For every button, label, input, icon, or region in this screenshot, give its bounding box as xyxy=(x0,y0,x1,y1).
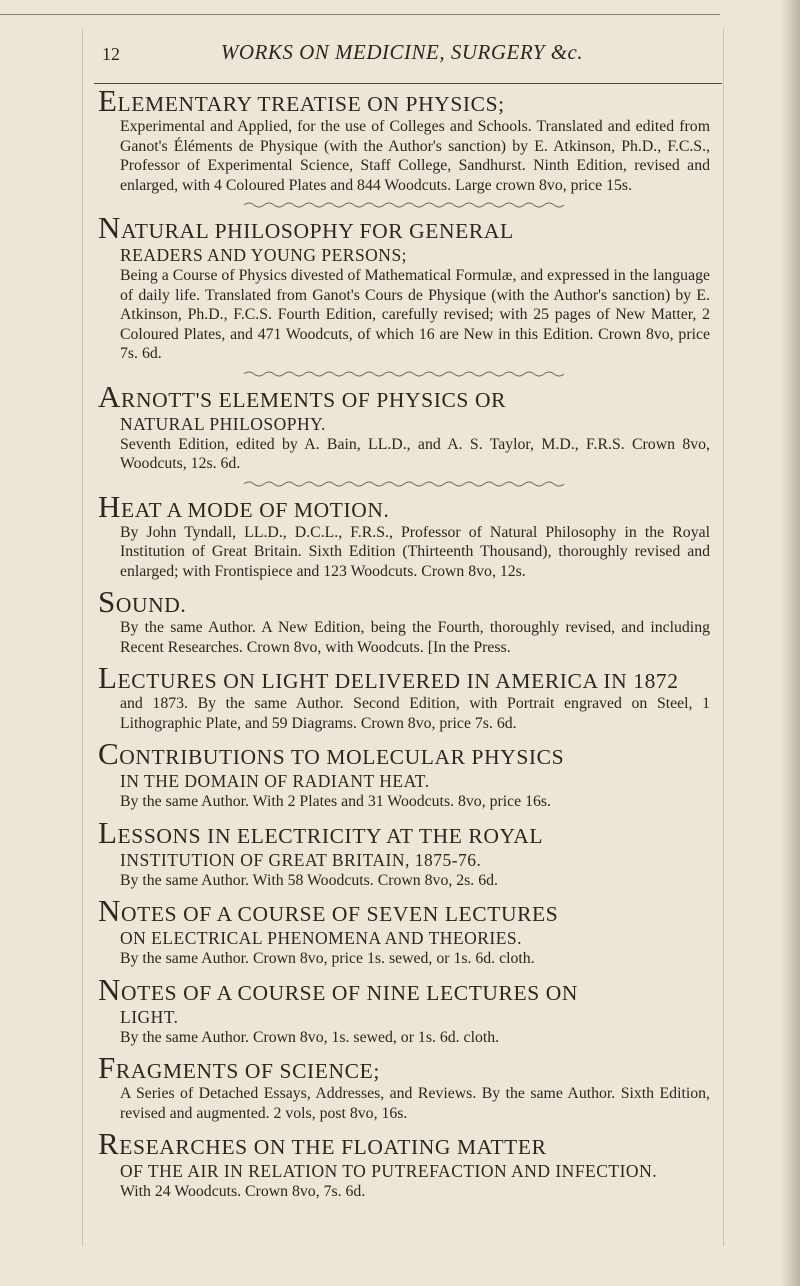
title-initial: A xyxy=(98,378,121,414)
book-subtitle: NATURAL PHILOSOPHY. xyxy=(120,413,326,434)
title-rest: RAGMENTS OF SCIENCE; xyxy=(115,1059,380,1083)
book-title xyxy=(98,1126,710,1161)
title-initial: F xyxy=(98,1050,116,1085)
title-initial: H xyxy=(98,488,121,524)
book-subtitle: IN THE DOMAIN OF RADIANT HEAT. xyxy=(120,771,430,791)
book-title xyxy=(98,1050,710,1085)
book-entry-molecular-physics xyxy=(98,736,710,812)
book-list xyxy=(98,83,710,1202)
book-description: By the same Author. With 58 Woodcuts. Crown 8vo, 2s. 6d. xyxy=(120,871,498,889)
book-description: and 1873. By the same Author. Second Edition, with Portrait engraved on Steel, 1 Lithographic Plate, and 59 Diagrams. Crown 8vo, price 7s. 6d. xyxy=(120,695,710,732)
book-description: With 24 Woodcuts. Crown 8vo, 7s. 6d. xyxy=(120,1183,366,1200)
title-initial: L xyxy=(98,814,118,850)
title-initial: R xyxy=(98,1126,120,1161)
book-subtitle: ON ELECTRICAL PHENOMENA AND THEORIES. xyxy=(120,928,523,948)
book-entry-heat-mode-of-motion xyxy=(98,488,710,582)
page-number: 12 xyxy=(102,44,120,64)
book-description: Experimental and Applied, for the use of Colleges and Schools. Translated and edited from Ganot's Éléments de Physique (with the Author's sanction) by E. Atkinson, Ph.D., F.C.S., Professor of Experimental Science, Staff College, Sandhurst. Ninth Edition, revised and enlarged, with 4 Coloured Plates and 844 Woodcuts. Large crown 8vo, price 15s. xyxy=(120,118,710,194)
title-rest: ONTRIBUTIONS TO MOLECULAR PHYSICS xyxy=(119,745,565,769)
book-title xyxy=(98,83,710,118)
book-entry-natural-philosophy xyxy=(98,210,710,364)
page-header xyxy=(82,36,722,76)
book-description: By John Tyndall, LL.D., D.C.L., F.R.S., Professor of Natural Philosophy in the Royal Institution of Great Britain. Sixth Edition (Thirteenth Thousand), thoroughly revised and enlarged; with Frontispiece and 123 Woodcuts. Crown 8vo, 12s. xyxy=(120,523,710,580)
wavy-separator xyxy=(244,201,564,209)
title-rest: ESEARCHES ON THE FLOATING MATTER xyxy=(119,1135,547,1159)
book-subtitle: INSTITUTION OF GREAT BRITAIN, 1875-76. xyxy=(120,849,482,870)
book-description: By the same Author. With 2 Plates and 31 Woodcuts. 8vo, price 16s. xyxy=(120,793,552,810)
book-title xyxy=(98,488,710,524)
book-title xyxy=(98,378,710,414)
book-entry-arnotts-elements xyxy=(98,378,710,474)
title-rest: OTES OF A COURSE OF SEVEN LECTURES xyxy=(121,902,559,926)
title-rest: OUND. xyxy=(115,593,187,617)
book-entry-fragments-of-science xyxy=(98,1050,710,1123)
title-rest: ATURAL PHILOSOPHY FOR GENERAL xyxy=(121,219,514,243)
title-rest: RNOTT'S ELEMENTS OF PHYSICS OR xyxy=(121,387,507,412)
running-title: WORKS ON MEDICINE, SURGERY &c. xyxy=(220,40,584,64)
title-initial: L xyxy=(98,660,118,695)
book-description: A Series of Detached Essays, Addresses, and Reviews. By the same Author. Sixth Edition, revised and augmented. 2 vols, post 8vo, 16s. xyxy=(120,1085,710,1122)
book-entry-elementary-treatise xyxy=(98,83,710,195)
book-title xyxy=(98,814,710,850)
book-title xyxy=(98,660,710,695)
book-description: Being a Course of Physics divested of Mathematical Formulæ, and expressed in the language of daily life. Translated from Ganot's Cours de Physique (with the Author's sanction) by E. Atkinson, Ph.D., F.C.S. Fourth Edition, carefully revised; with 25 pages of New Matter, 2 Coloured Plates, and 471 Woodcuts, of which 16 are New in this Edition. Crown 8vo, price 7s. 6d. xyxy=(120,267,710,362)
page-edge-shadow xyxy=(780,0,800,1286)
book-description: By the same Author. Crown 8vo, 1s. sewed, or 1s. 6d. cloth. xyxy=(120,1028,500,1046)
book-description: By the same Author. A New Edition, being the Fourth, thoroughly revised, and including Recent Researches. Crown 8vo, with Woodcuts. [In the Press. xyxy=(120,619,710,656)
title-initial: S xyxy=(98,584,116,619)
title-rest: EAT A MODE OF MOTION. xyxy=(121,497,390,522)
book-subtitle: READERS AND YOUNG PERSONS; xyxy=(120,245,408,265)
book-description: By the same Author. Crown 8vo, price 1s. sewed, or 1s. 6d. cloth. xyxy=(120,950,535,967)
book-entry-floating-matter xyxy=(98,1126,710,1202)
book-title xyxy=(98,584,710,619)
wavy-separator xyxy=(244,480,564,488)
book-description: Seventh Edition, edited by A. Bain, LL.D., and A. S. Taylor, M.D., F.R.S. Crown 8vo, Woodcuts, 12s. 6d. xyxy=(120,435,710,472)
title-initial: N xyxy=(98,210,121,245)
scan-top-rule xyxy=(0,14,720,15)
book-title xyxy=(98,210,710,245)
header-rule xyxy=(94,83,722,84)
book-entry-lessons-in-electricity xyxy=(98,814,710,891)
title-initial: N xyxy=(98,971,121,1007)
title-initial: C xyxy=(98,736,120,771)
book-subtitle: LIGHT. xyxy=(120,1006,179,1027)
book-entry-seven-lectures xyxy=(98,893,710,969)
book-entry-lectures-on-light xyxy=(98,660,710,733)
title-initial: N xyxy=(98,893,121,928)
title-rest: ECTURES ON LIGHT DELIVERED IN AMERICA IN 1872 xyxy=(117,669,679,693)
title-rest: ESSONS IN ELECTRICITY AT THE ROYAL xyxy=(117,823,544,848)
book-title xyxy=(98,736,710,771)
book-title xyxy=(98,971,710,1007)
title-rest: LEMENTARY TREATISE ON PHYSICS; xyxy=(117,92,505,116)
wavy-separator xyxy=(244,370,564,378)
book-title xyxy=(98,893,710,928)
title-initial: E xyxy=(98,83,118,118)
book-entry-sound xyxy=(98,584,710,657)
book-subtitle: OF THE AIR IN RELATION TO PUTREFACTION AND INFECTION. xyxy=(120,1161,658,1181)
title-rest: OTES OF A COURSE OF NINE LECTURES ON xyxy=(121,980,579,1005)
book-entry-nine-lectures xyxy=(98,971,710,1048)
